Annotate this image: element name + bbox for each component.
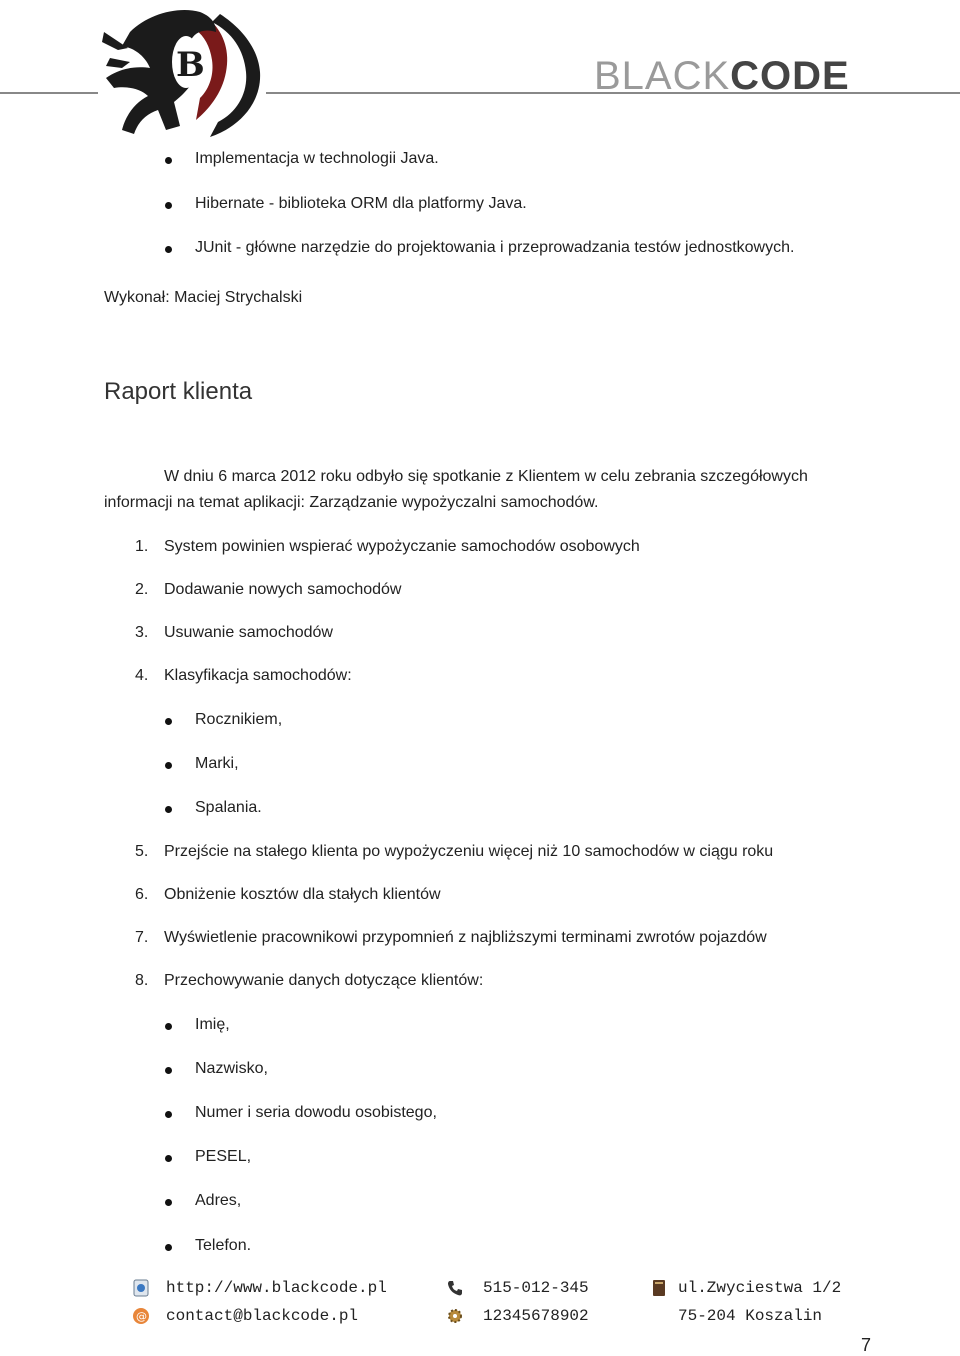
list-item-text: Nazwisko, [195, 1060, 268, 1077]
list-item-text: PESEL, [195, 1148, 252, 1165]
bullet-icon [165, 1199, 172, 1206]
item-number: 8. [135, 972, 149, 989]
svg-text:B: B [176, 45, 205, 85]
bullet-icon [165, 246, 172, 253]
item-text: Obniżenie kosztów dla stałych klientów [164, 886, 441, 903]
list-item-text: Rocznikiem, [195, 711, 283, 728]
list-item-text: Numer i seria dowodu osobistego, [195, 1104, 437, 1121]
item-number: 4. [135, 667, 149, 684]
bullet-icon [165, 718, 172, 725]
list-item-text: Marki, [195, 755, 239, 772]
item-number: 5. [135, 843, 149, 860]
intro-line-1: W dniu 6 marca 2012 roku odbyło się spotkanie z Klientem w celu zebrania szczegółowych [164, 468, 808, 485]
website-link[interactable]: http://www.blackcode.pl [166, 1279, 387, 1297]
item-text: System powinien wspierać wypożyczanie samochodów osobowych [164, 538, 640, 555]
list-item-text: Implementacja w technologii Java. [195, 150, 439, 167]
item-text: Usuwanie samochodów [164, 624, 333, 641]
list-item-text: Spalania. [195, 799, 262, 816]
intro-line-2: informacji na temat aplikacji: Zarządzanie wypożyczalni samochodów. [104, 494, 599, 511]
item-number: 1. [135, 538, 149, 555]
gear-icon [446, 1307, 464, 1325]
city-address: 75-204 Koszalin [678, 1307, 823, 1325]
brand-part-black: BLACK [594, 54, 731, 98]
phone-number: 515-012-345 [483, 1279, 589, 1297]
bullet-icon [165, 1023, 172, 1030]
bullet-icon [165, 1111, 172, 1118]
item-number: 3. [135, 624, 149, 641]
list-item-text: Imię, [195, 1016, 230, 1033]
bullet-icon [165, 762, 172, 769]
phone-icon [446, 1279, 464, 1297]
brand-logo [594, 54, 850, 99]
horse-logo-icon [100, 2, 270, 142]
bullet-icon [165, 202, 172, 209]
item-text: Przejście na stałego klienta po wypożyczeniu więcej niż 10 samochodów w ciągu roku [164, 843, 774, 860]
street-address: ul.Zwyciestwa 1/2 [678, 1279, 842, 1297]
list-item-text: Hibernate - biblioteka ORM dla platformy Java. [195, 195, 527, 212]
email-link[interactable]: contact@blackcode.pl [166, 1307, 359, 1325]
bullet-icon [165, 1244, 172, 1251]
item-text: Dodawanie nowych samochodów [164, 581, 402, 598]
email-icon [132, 1307, 150, 1325]
svg-text:@: @ [136, 1310, 147, 1323]
page-number: 7 [861, 1335, 872, 1355]
bullet-icon [165, 806, 172, 813]
list-item-text: JUnit - główne narzędzie do projektowania i przeprowadzania testów jednostkowych. [195, 239, 795, 256]
item-number: 2. [135, 581, 149, 598]
list-item-text: Adres, [195, 1192, 242, 1209]
header-line-left [0, 92, 98, 94]
company-number: 12345678902 [483, 1307, 589, 1325]
web-page-icon [132, 1279, 150, 1297]
report-title: Raport klienta [104, 378, 253, 405]
bullet-icon [165, 157, 172, 164]
author-line: Wykonał: Maciej Strychalski [104, 289, 303, 306]
item-text: Przechowywanie danych dotyczące klientów: [164, 972, 484, 989]
item-text: Wyświetlenie pracownikowi przypomnień z najbliższymi terminami zwrotów pojazdów [164, 929, 767, 946]
bullet-icon [165, 1067, 172, 1074]
list-item-text: Telefon. [195, 1237, 252, 1254]
bullet-icon [165, 1155, 172, 1162]
brand-part-code: CODE [730, 54, 850, 98]
item-text: Klasyfikacja samochodów: [164, 667, 352, 684]
book-icon [650, 1279, 668, 1297]
item-number: 6. [135, 886, 149, 903]
item-number: 7. [135, 929, 149, 946]
